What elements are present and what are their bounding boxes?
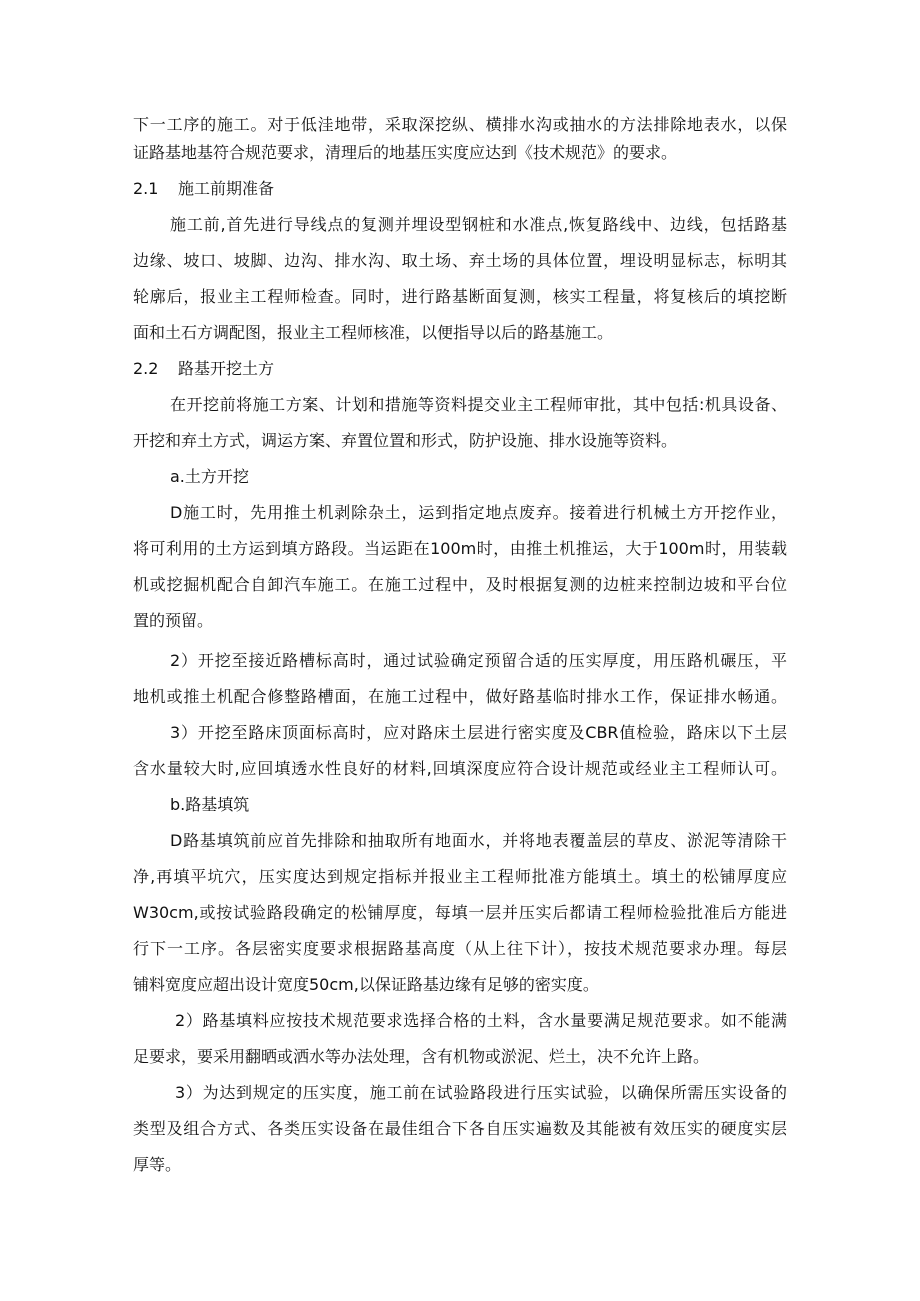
section-title: 施工前期准备 (178, 179, 275, 198)
paragraph-line: 含水量较大时,应回填透水性良好的材料,回填深度应符合设计规范或经业主工程师认可。 (133, 759, 787, 778)
paragraph-line: 在开挖前将施工方案、计划和措施等资料提交业主工程师审批，其中包括:机具设备、 (170, 395, 787, 414)
paragraph-line: 边缘、坡口、坡脚、边沟、排水沟、取土场、弃土场的具体位置，埋设明显标志，标明其 (133, 251, 787, 270)
paragraph-line: 将可利用的土方运到填方路段。当运距在100m时，由推土机推运，大于100m时，用装载 (133, 539, 787, 558)
subsection-heading-a: a.土方开挖 (170, 467, 249, 486)
paragraph-line: 地机或推土机配合修整路槽面，在施工过程中，做好路基临时排水工作，保证排水畅通。 (133, 687, 787, 706)
paragraph-line: 下一工序的施工。对于低洼地带，采取深挖纵、横排水沟或抽水的方法排除地表水，以保 (133, 115, 787, 134)
paragraph-item-1 (133, 823, 787, 1003)
paragraph-line: 置的预留。 (133, 611, 214, 630)
paragraph-line: 3）为达到规定的压实度，施工前在试验路段进行压实试验，以确保所需压实设备的 (175, 1083, 787, 1102)
section-number: 2.1 (133, 179, 159, 198)
paragraph-line: 2）路基填料应按技术规范要求选择合格的土料，含水量要满足规范要求。如不能满 (175, 1011, 787, 1030)
paragraph-line: 3）开挖至路床顶面标高时，应对路床土层进行密实度及CBR值检验，路床以下土层 (170, 723, 787, 742)
paragraph-line: 机或挖掘机配合自卸汽车施工。在施工过程中，及时根据复测的边桩来控制边坡和平台位 (133, 575, 787, 594)
paragraph-line: 2）开挖至接近路槽标高时，通过试验确定预留合适的压实厚度，用压路机碾压，平 (170, 651, 787, 670)
paragraph-item-3 (133, 715, 787, 787)
paragraph-item-3 (133, 1075, 787, 1183)
paragraph-line: 净,再填平坑穴，压实度达到规定指标并报业主工程师批准方能填土。填土的松铺厚度应 (133, 867, 787, 886)
section-number: 2.2 (133, 359, 159, 378)
paragraph-line: 足要求，要采用翻晒或洒水等办法处理，含有机物或淤泥、烂土，决不允许上路。 (133, 1047, 710, 1066)
paragraph-item-1 (133, 495, 787, 639)
section-heading-2-1 (133, 171, 787, 207)
paragraph-line: 施工前,首先进行导线点的复测并埋设型钢桩和水准点,恢复路线中、边线，包括路基 (170, 215, 787, 234)
paragraph-line: 面和土石方调配图，报业主工程师核准，以便指导以后的路基施工。 (133, 323, 614, 342)
section-heading-2-2 (133, 351, 787, 387)
paragraph-line: 厚等。 (133, 1155, 182, 1174)
document-page (133, 107, 787, 1183)
paragraph (133, 387, 787, 459)
paragraph-line: 证路基地基符合规范要求，清理后的地基压实度应达到《技术规范》的要求。 (133, 143, 678, 162)
subsection-heading-b: b.路基填筑 (170, 795, 250, 814)
paragraph (133, 207, 787, 351)
paragraph-continuation (133, 107, 787, 171)
paragraph-line: 铺料宽度应超出设计宽度50cm,以保证路基边缘有足够的密实度。 (133, 975, 599, 994)
paragraph-line: D施工时，先用推土机剥除杂土，运到指定地点废弃。接着进行机械土方开挖作业， (170, 503, 787, 522)
paragraph-line: D路基填筑前应首先排除和抽取所有地面水，并将地表覆盖层的草皮、淤泥等清除干 (170, 831, 787, 850)
paragraph-line: 轮廓后，报业主工程师检查。同时，进行路基断面复测，核实工程量，将复核后的填挖断 (133, 287, 787, 306)
paragraph-line: 行下一工序。各层密实度要求根据路基高度（从上往下计），按技术规范要求办理。每层 (133, 939, 787, 958)
section-title: 路基开挖土方 (178, 359, 275, 378)
paragraph-item-2 (133, 643, 787, 715)
paragraph-line: 开挖和弃土方式，调运方案、弃置位置和形式，防护设施、排水设施等资料。 (133, 431, 678, 450)
paragraph-line: 类型及组合方式、各类压实设备在最佳组合下各自压实遍数及其能被有效压实的硬度实层 (133, 1119, 787, 1138)
paragraph-item-2 (133, 1003, 787, 1075)
paragraph-line: W30cm,或按试验路段确定的松铺厚度，每填一层并压实后都请工程师检验批准后方能进 (133, 903, 787, 922)
